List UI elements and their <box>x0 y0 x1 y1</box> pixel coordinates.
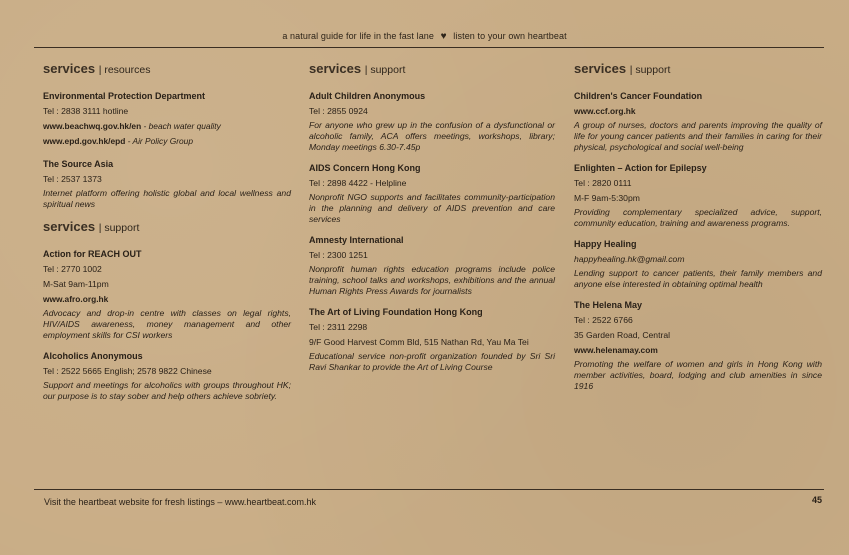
listing-address: 35 Garden Road, Central <box>574 330 671 340</box>
listing-tel: Tel : 2300 1251 <box>309 250 368 260</box>
listing-name: Environmental Protection Department <box>43 91 206 101</box>
listing-description: Advocacy and drop-in centre with classes on legal rights, HIV/AIDS awareness, money management and other employment skills for CSI workers <box>43 308 291 340</box>
page-number: 45 <box>812 495 823 505</box>
footer-text: Visit the heartbeat website for fresh listings – www.heartbeat.com.hk <box>44 497 316 507</box>
listing-name: Alcoholics Anonymous <box>43 351 143 361</box>
listing-reach-out <box>43 248 291 341</box>
tagline-left: a natural guide for life in the fast lane <box>282 31 435 41</box>
listing-amnesty <box>309 234 555 297</box>
listing-web-link[interactable]: www.helenamay.com <box>574 345 658 355</box>
listing-description: Support and meetings for alcoholics with groups throughout HK; our purpose is to stay sober and help others achieve sobriety. <box>43 380 291 401</box>
listing-name: Enlighten – Action for Epilepsy <box>574 163 707 173</box>
listing-name: Amnesty International <box>309 235 404 245</box>
listing-tel: Tel : 2855 0924 <box>309 106 368 116</box>
listing-address: 9/F Good Harvest Comm Bld, 515 Nathan Rd, Yau Ma Tei <box>309 337 529 347</box>
listing-name: Children's Cancer Foundation <box>574 91 703 101</box>
section-heading-support: services | support <box>309 61 406 76</box>
listing-description: Lending support to cancer patients, their family members and anyone else interested in obtaining optimal health <box>574 268 822 289</box>
listing-tel: Tel : 2770 1002 <box>43 264 102 274</box>
listing-tel: Tel : 2898 4422 - Helpline <box>309 178 407 188</box>
listing-happy-healing <box>574 238 822 290</box>
listing-description: Providing complementary specialized advice, support, community education, training and awareness programs. <box>574 207 822 228</box>
section-heading-support: services | support <box>43 219 140 234</box>
listing-art-of-living <box>309 306 555 373</box>
listing-name: Adult Children Anonymous <box>309 91 426 101</box>
listing-epd <box>43 90 291 149</box>
listing-ccf <box>574 90 822 153</box>
listing-description: Promoting the welfare of women and girls in Hong Kong with member activities, board, lodging and club amenities in since 1916 <box>574 359 822 391</box>
listing-description: Nonprofit NGO supports and facilitates community-participation in the planning and delivery of AIDS prevention and care services <box>309 192 555 224</box>
listing-tel: Tel : 2522 5665 English; 2578 9822 Chinese <box>43 366 212 376</box>
listing-tel: Tel : 2522 6766 <box>574 315 633 325</box>
page-tagline <box>0 31 849 42</box>
listing-name: AIDS Concern Hong Kong <box>309 163 421 173</box>
listing-web-link[interactable]: www.ccf.org.hk <box>574 106 636 116</box>
listing-enlighten <box>574 162 822 229</box>
listing-description: Educational service non-profit organization founded by Sri Sri Ravi Shankar to provide the Art of Living Course <box>309 351 555 372</box>
listing-tel: Tel : 2311 2298 <box>309 322 368 332</box>
section-heading-resources: services | resources <box>43 61 151 76</box>
listing-name: The Source Asia <box>43 159 114 169</box>
listing-tel: Tel : 2537 1373 <box>43 174 102 184</box>
tagline-right: listen to your own heartbeat <box>453 31 567 41</box>
listing-web-link[interactable]: www.afro.org.hk <box>43 294 109 304</box>
listing-helena-may <box>574 299 822 392</box>
listing-web-link[interactable]: www.epd.gov.hk/epd - Air Policy Group <box>43 136 193 146</box>
column-1 <box>43 61 291 411</box>
listing-web-link[interactable]: www.beachwq.gov.hk/en - beach water quality <box>43 121 221 131</box>
listing-source-asia <box>43 158 291 210</box>
listing-name: Action for REACH OUT <box>43 249 142 259</box>
listing-hours: M-Sat 9am-11pm <box>43 279 109 289</box>
listing-description: For anyone who grew up in the confusion of a dysfunctional or alcoholic family, ACA offers meetings, workshops, library; Monday meetings 6.30-7.45p <box>309 120 555 152</box>
listing-tel: Tel : 2820 0111 <box>574 178 632 188</box>
listing-name: The Art of Living Foundation Hong Kong <box>309 307 483 317</box>
listing-aca <box>309 90 555 153</box>
bottom-divider <box>34 489 824 490</box>
column-3 <box>574 61 822 401</box>
listing-description: Nonprofit human rights education programs include police training, school talks and workshops, exhibitions and the annual Human Rights Press Awards for journalists <box>309 264 555 296</box>
listing-name: The Helena May <box>574 300 643 310</box>
column-2 <box>309 61 555 382</box>
listing-aids-concern <box>309 162 555 225</box>
top-divider <box>34 47 824 48</box>
listing-tel: Tel : 2838 3111 hotline <box>43 106 129 116</box>
section-heading-support: services | support <box>574 61 671 76</box>
listing-description: Internet platform offering holistic global and local wellness and spiritual news <box>43 188 291 209</box>
listing-aa <box>43 350 291 402</box>
listing-hours: M-F 9am-5:30pm <box>574 193 640 203</box>
heart-icon: ♥ <box>440 31 447 42</box>
listing-email-link[interactable]: happyhealing.hk@gmail.com <box>574 254 685 264</box>
listing-name: Happy Healing <box>574 239 637 249</box>
listing-description: A group of nurses, doctors and parents improving the quality of life for young cancer patients and their families in caring for their physical, psychological and social well-being <box>574 120 822 152</box>
